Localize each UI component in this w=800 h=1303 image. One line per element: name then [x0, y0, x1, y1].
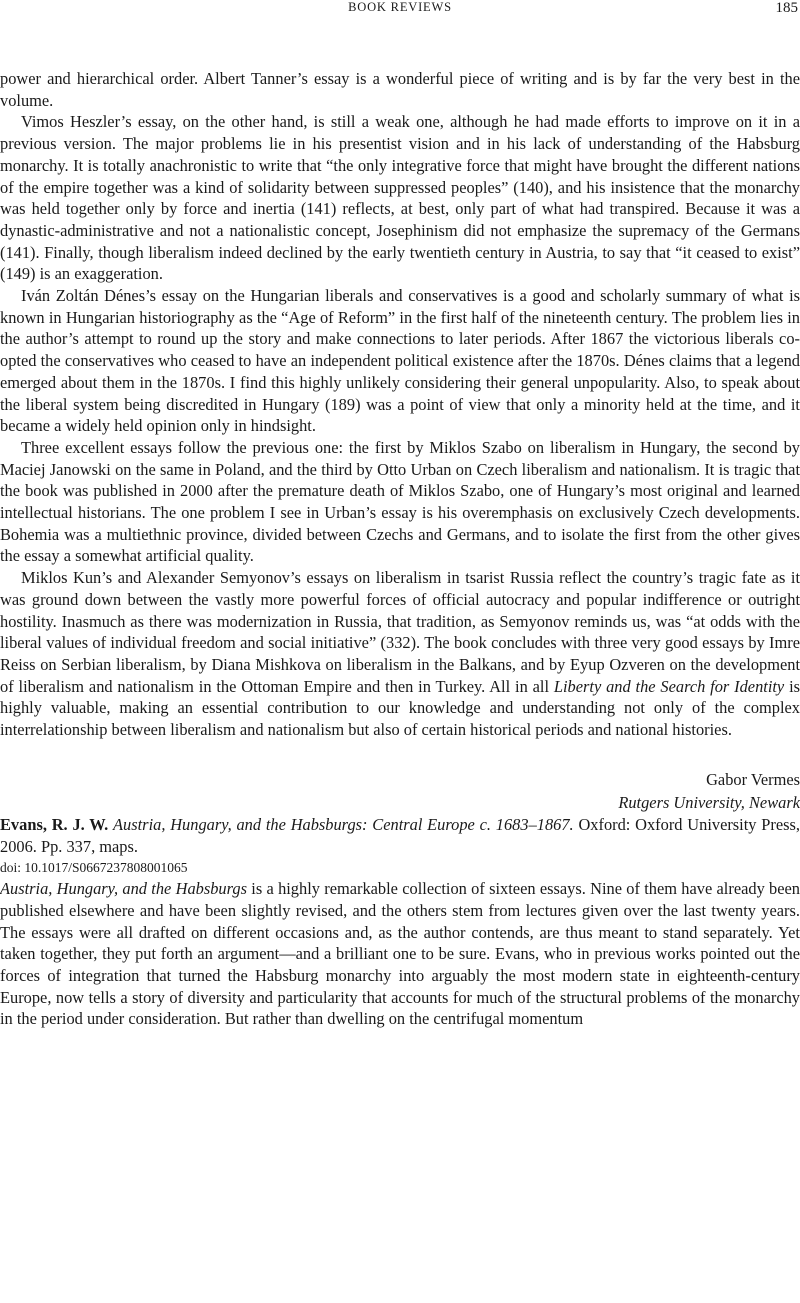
page-header [0, 0, 800, 22]
review-citation [0, 814, 800, 857]
reviewer-affiliation: Rutgers University, Newark [618, 792, 800, 812]
reviewer-name: Gabor Vermes [706, 769, 800, 789]
paragraph: power and hierarchical order. Albert Tanner’s essay is a wonderful piece of writing and is by far the very best in the volume. [0, 69, 800, 110]
running-head: BOOK REVIEWS [348, 0, 452, 14]
paragraph [0, 878, 800, 1030]
review-evans [0, 814, 800, 1030]
book-title-italic: Austria, Hungary, and the Habsburgs [0, 879, 247, 899]
reviewer-signature [0, 768, 800, 814]
paragraph: Three excellent essays follow the previous one: the first by Miklos Szabo on liberalism in Hungary, the second by Maciej Janowski on the same in Poland, and the third by Otto Urban on Czech liberalism and nationalism. It is tragic that the book was published in 2000 after the premature death of Miklos Szabo, one of Hungary’s most original and learned intellectual historians. The one problem I see in Urban’s essay is his overemphasis on exclusively Czech developments. Bohemia was a multiethnic province, divided between Czechs and Germans, and to isolate the first from the other gives the essay a somewhat artificial quality. [0, 437, 800, 566]
publication-info: Oxford: Oxford University Press, 2006. Pp. 337, maps. [0, 814, 800, 856]
paragraph [0, 567, 800, 741]
page-number: 185 [775, 0, 798, 16]
paragraph: Vimos Heszler’s essay, on the other hand, is still a weak one, although he had made efforts to improve on it in a previous version. The major problems lie in his presentist vision and in his lack of understanding of the Habsburg monarchy. It is totally anachronistic to write that “the only integrative force that might have brought the different nations of the empire together was a kind of solidarity between suppressed peoples” (140), and his insistence that the monarchy was held together only by force and inertia (141) reflects, at best, only part of what had transpired. Because it was a dynastic-administrative and not a nationalistic concept, Josephinism did not emphasize the supremacy of the Germans (141). Finally, though liberalism indeed declined by the early twentieth century in Austria, to say that “it ceased to exist” (149) is an exaggeration. [0, 112, 800, 284]
paragraph-text: Miklos Kun’s and Alexander Semyonov’s essays on liberalism in tsarist Russia reflect the country’s tragic fate as it was ground down between the vastly more powerful forces of official autocracy and popular indifference or outright hostility. Inasmuch as there was modernization in Russia, that tradition, as Semyonov reminds us, was “at odds with the liberal values of individual freedom and social initiative” (332). The book concludes with three very good essays by Imre Reiss on Serbian liberalism, by Diana Mishkova on liberalism in the Balkans, and by Eyup Ozveren on the development of liberalism and nationalism in the Ottoman Empire and then in Turkey. All in all [0, 568, 800, 696]
page-body [0, 68, 800, 1030]
paragraph-text: is a highly remarkable collection of sixteen essays. Nine of them have already been published elsewhere and have been slightly revised, and the others stem from lectures given over the last twenty years. The essays were all drafted on different occasions and, as the author contends, are thus meant to stand separately. Yet taken together, they put forth an argument—and a brilliant one to be sure. Evans, who in previous works pointed out the forces of integration that turned the Habsburg monarchy into arguably the most modern state in eighteenth-century Europe, now tells a story of diversity and particularity that accounts for much of the structural problems of the monarchy in the period under consideration. But rather than dwelling on the centrifugal momentum [0, 879, 800, 1029]
doi-line: doi: 10.1017/S0667237808001065 [0, 860, 188, 876]
paragraph: Iván Zoltán Dénes’s essay on the Hungarian liberals and conservatives is a good and scholarly summary of what is known in Hungarian historiography as the “Age of Reform” in the first half of the nineteenth century. The problem lies in the author’s attempt to round up the story and make connections to later periods. After 1867 the victorious liberals co-opted the conservatives who ceased to have an independent political existence after the 1870s. Dénes claims that a legend emerged about them in the 1870s. I find this highly unlikely considering their general unpopularity. Also, to speak about the liberal system being discredited in Hungary (189) was a point of view that only a minority held at the time, and it became a widely held opinion only in hindsight. [0, 286, 800, 436]
paragraph-text: is highly valuable, making an essential contribution to our knowledge and understanding not only of the complex interrelationship between liberalism and nationalism but also of certain historical periods and national histories. [0, 676, 800, 740]
book-title-italic: Liberty and the Search for Identity [553, 676, 785, 696]
book-title: Austria, Hungary, and the Habsburgs: Central Europe c. 1683–1867. [113, 814, 574, 834]
book-author: Evans, R. J. W. [0, 814, 109, 834]
review-vermes [0, 68, 800, 814]
